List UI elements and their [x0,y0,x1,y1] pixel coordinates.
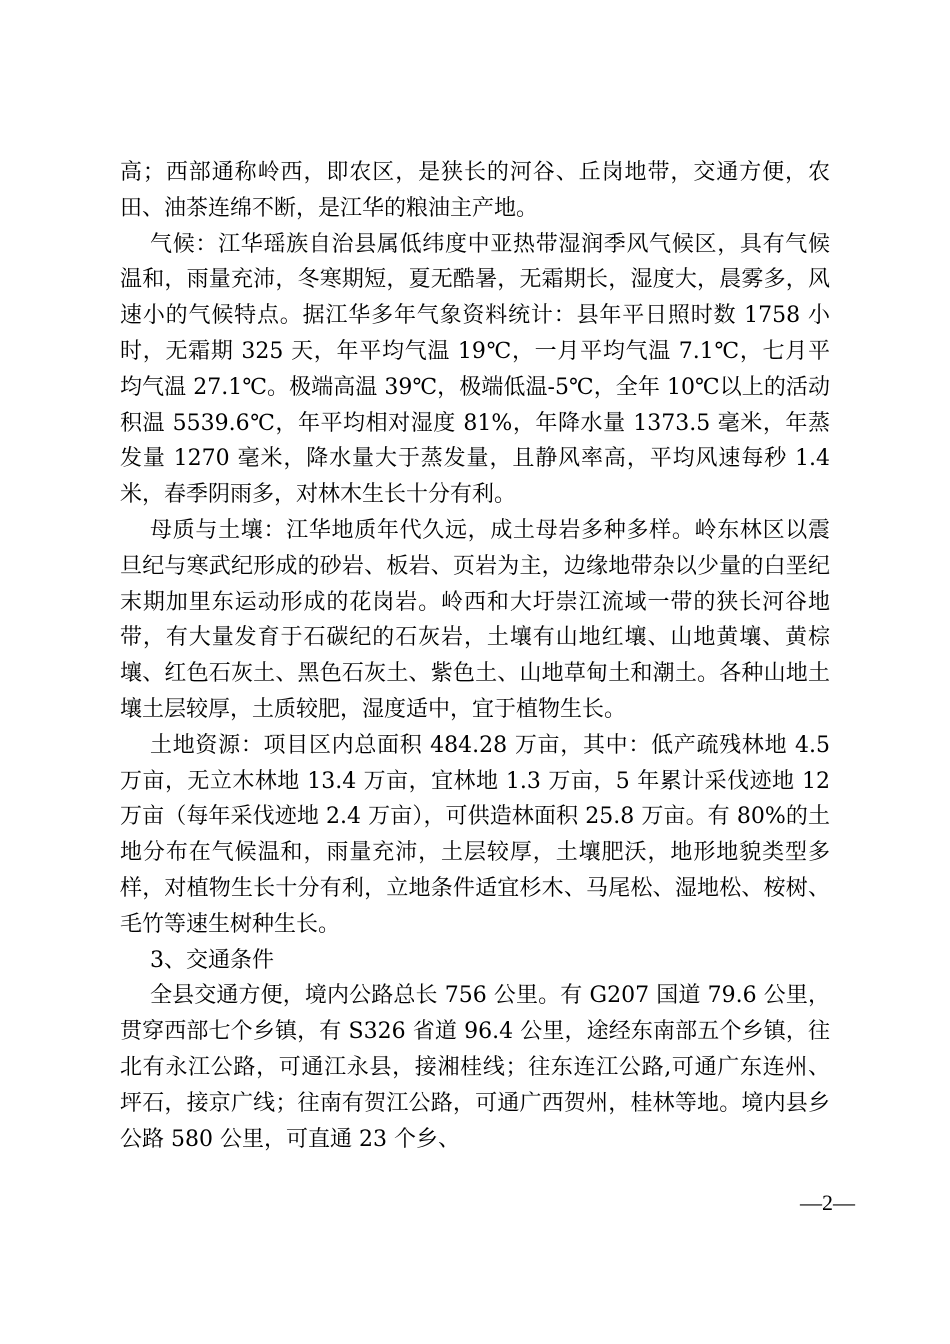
paragraph-transport: 全县交通方便，境内公路总长 756 公里。有 G207 国道 79.6 公里，贯穿西部七个乡镇，有 S326 省道 96.4 公里，途经东南部五个乡镇，往北有永江公路，可通江永县，接湘桂线；往东连江公路,可通广东连州、坪石，接京广线；往南有贺江公路，可通广西贺州，桂林等地。境内县乡公路 580 公里，可直通 23 个乡、 [120,983,830,1152]
body-text [120,155,830,1157]
paragraph-land-resources: 土地资源：项目区内总面积 484.28 万亩，其中：低产疏残林地 4.5 万亩，无立木林地 13.4 万亩，宜林地 1.3 万亩，5 年累计采伐迹地 12 万亩（每年采伐迹地 2.4 万亩），可供造林面积 25.8 万亩。有 80%的土地分布在气候温和，雨量充沛，土层较厚，土壤肥沃，地形地貌类型多样，对植物生长十分有利，立地条件适宜杉木、马尾松、湿地松、桉树、毛竹等速生树种生长。 [120,732,830,937]
paragraph-parent-material-soil: 母质与土壤：江华地质年代久远，成土母岩多种多样。岭东林区以震旦纪与寒武纪形成的砂岩、板岩、页岩为主，边缘地带杂以少量的白垩纪末期加里东运动形成的花岗岩。岭西和大圩崇江流域一带的狭长河谷地带，有大量发育于石碳纪的石灰岩，土壤有山地红壤、山地黄壤、黄棕壤、红色石灰土、黑色石灰土、紫色土、山地草甸土和潮土。各种山地土壤土层较厚，土质较肥，湿度适中，宜于植物生长。 [120,517,830,722]
page-number: —2— [800,1190,855,1215]
section-heading-transport: 3、交通条件 [150,947,274,973]
paragraph-terrain-west: 高；西部通称岭西，即农区，是狭长的河谷、丘岗地带，交通方便，农田、油茶连绵不断，是江华的粮油主产地。 [120,160,830,221]
paragraph-climate: 气候：江华瑶族自治县属低纬度中亚热带湿润季风气候区，具有气候温和，雨量充沛，冬寒期短，夏无酷暑，无霜期长，湿度大，晨雾多，风速小的气候特点。据江华多年气象资料统计：县年平日照时数 1758 小时，无霜期 325 天，年平均气温 19℃，一月平均气温 7.1℃，七月平均气温 27.1℃。极端高温 39℃，极端低温-5℃，全年 10℃以上的活动积温 5539.6℃，年平均相对湿度 81%，年降水量 1373.5 毫米，年蒸发量 1270 毫米，降水量大于蒸发量，且静风率高，平均风速每秒 1.4 米，春季阴雨多，对林木生长十分有利。 [120,231,830,508]
